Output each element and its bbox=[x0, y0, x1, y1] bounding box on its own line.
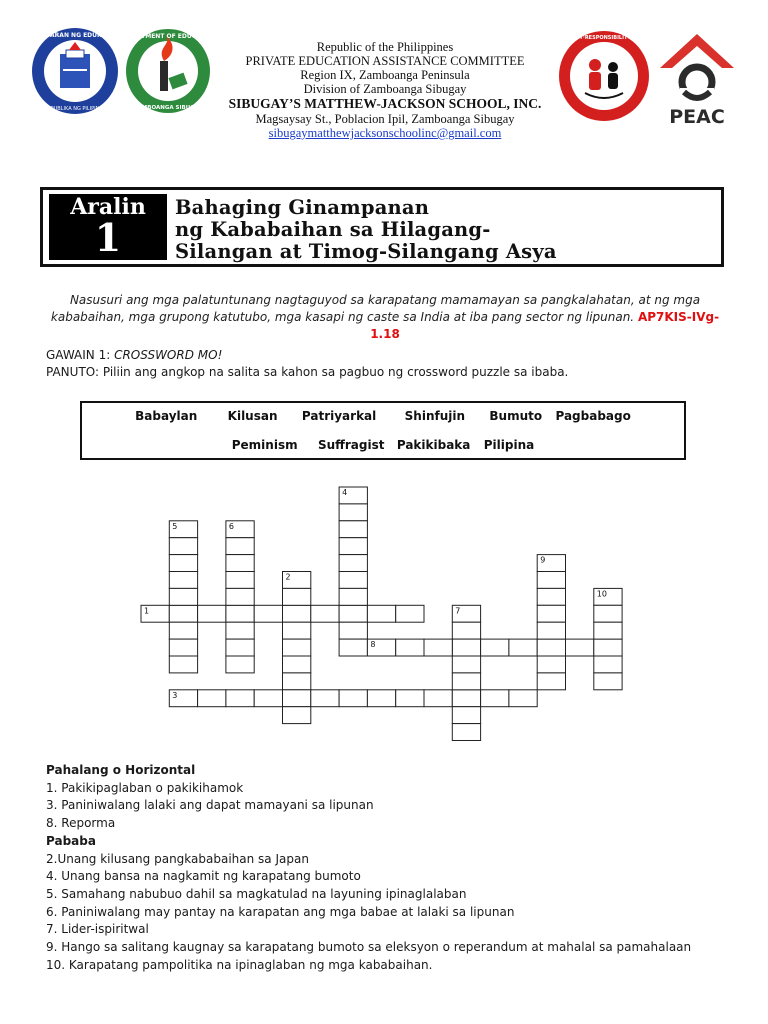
crossword-cell[interactable] bbox=[254, 605, 282, 622]
vertical-clue: 2.Unang kilusang pangkababaihan sa Japan bbox=[46, 851, 309, 866]
clue-number: 8 bbox=[370, 640, 376, 650]
crossword-cell[interactable] bbox=[509, 639, 537, 656]
crossword-cell[interactable] bbox=[594, 656, 622, 673]
division-seal-text: DEPARTMENT OF EDUCATION bbox=[119, 33, 217, 40]
objective-text: Nasusuri ang mga palatuntunang nagtaguyod sa karapatang mamamayan sa pangkalahatan, at ng mga kababaihan, mga grupong katutubo, mga kasapi ng caste sa India at iba pang sector ng lipunan. bbox=[50, 293, 701, 324]
header-line-region: Region IX, Zamboanga Peninsula bbox=[300, 68, 470, 82]
crossword-cell[interactable] bbox=[226, 555, 254, 572]
crossword-cell[interactable] bbox=[339, 605, 367, 622]
competency-code: AP7KIS-IVg-1.18 bbox=[370, 310, 720, 341]
clue-number: 2 bbox=[285, 572, 291, 582]
crossword-cell[interactable] bbox=[396, 605, 424, 622]
vertical-clue: 9. Hango sa salitang kaugnay sa karapatang bumoto sa eleksyon o reperandum at mahalal sa pamahalaan bbox=[46, 940, 692, 955]
crossword-cell[interactable] bbox=[169, 588, 197, 605]
crossword-cell[interactable] bbox=[452, 622, 480, 639]
crossword-cell[interactable] bbox=[169, 656, 197, 673]
clue-number: 7 bbox=[455, 606, 461, 616]
crossword-cell[interactable] bbox=[169, 639, 197, 656]
school-address: Magsaysay St., Poblacion Ipil, Zamboanga Sibugay bbox=[255, 112, 515, 126]
crossword-cell[interactable] bbox=[226, 605, 254, 622]
header-line-division: Division of Zamboanga Sibugay bbox=[303, 82, 467, 96]
vertical-clue: 6. Paniniwalang may pantay na karapatan ang mga babae at lalaki sa lipunan bbox=[46, 904, 515, 919]
deped-seal-bottom-text: REPUBLIKA NG PILIPINAS bbox=[44, 106, 106, 112]
crossword-cell[interactable] bbox=[339, 504, 367, 521]
clue-number: 9 bbox=[540, 555, 546, 565]
clue-number: 4 bbox=[342, 488, 348, 497]
crossword-cell[interactable] bbox=[452, 707, 480, 724]
crossword-cell[interactable] bbox=[283, 707, 311, 724]
deped-seal-text: KAGAWARAN NG EDUKASYON bbox=[25, 32, 125, 39]
crossword-cell[interactable] bbox=[339, 588, 367, 605]
crossword-cell[interactable] bbox=[452, 639, 480, 656]
word-bank-item: Peminism bbox=[231, 438, 298, 452]
crossword-cell[interactable] bbox=[169, 622, 197, 639]
crossword-cell[interactable] bbox=[283, 673, 311, 690]
instructions: PANUTO: Piliin ang angkop na salita sa kahon sa pagbuo ng crossword puzzle sa ibaba. bbox=[46, 365, 569, 379]
lesson-title-line: ng Kababaihan sa Hilagang- bbox=[175, 218, 491, 241]
crossword-cell[interactable] bbox=[537, 572, 565, 589]
crossword-cell[interactable] bbox=[537, 622, 565, 639]
crossword-cell[interactable] bbox=[452, 673, 480, 690]
word-bank-item: Kilusan bbox=[227, 409, 278, 423]
clue-number: 5 bbox=[172, 521, 178, 531]
aralin-label: Aralin bbox=[70, 194, 146, 220]
crossword-cell[interactable] bbox=[452, 656, 480, 673]
crossword-cell[interactable] bbox=[339, 538, 367, 555]
crossword-cell[interactable] bbox=[283, 588, 311, 605]
crossword-cell[interactable] bbox=[537, 673, 565, 690]
crossword-cell[interactable] bbox=[537, 639, 565, 656]
crossword-cell[interactable] bbox=[226, 656, 254, 673]
header-line-peac: PRIVATE EDUCATION ASSISTANCE COMMITTEE bbox=[245, 54, 525, 68]
crossword-cell[interactable] bbox=[396, 690, 424, 707]
crossword-cell[interactable] bbox=[481, 639, 509, 656]
word-bank-item: Bumuto bbox=[489, 409, 543, 423]
crossword-cell[interactable] bbox=[452, 690, 480, 707]
school-email-link[interactable]: sibugaymatthewjacksonschoolinc@gmail.com bbox=[268, 126, 502, 140]
crossword-cell[interactable] bbox=[481, 690, 509, 707]
word-bank-item: Pakikibaka bbox=[396, 438, 471, 452]
crossword-cell[interactable] bbox=[311, 605, 339, 622]
crossword-cell[interactable] bbox=[169, 538, 197, 555]
crossword-cell[interactable] bbox=[537, 656, 565, 673]
crossword-cell[interactable] bbox=[424, 690, 452, 707]
crossword-cell[interactable] bbox=[339, 622, 367, 639]
horizontal-clue: 8. Reporma bbox=[46, 816, 116, 831]
word-bank-item: Suffragist bbox=[317, 438, 385, 452]
crossword-cell[interactable] bbox=[594, 622, 622, 639]
clue-number: 1 bbox=[144, 606, 150, 616]
word-bank-item: Babaylan bbox=[135, 409, 198, 423]
crossword-cell[interactable] bbox=[339, 521, 367, 538]
crossword-cell[interactable] bbox=[594, 605, 622, 622]
word-bank-item: Pagbabago bbox=[555, 409, 631, 423]
clue-number: 3 bbox=[172, 690, 178, 700]
crossword-cell[interactable] bbox=[169, 555, 197, 572]
crossword-cell[interactable] bbox=[283, 605, 311, 622]
clue-number: 6 bbox=[228, 521, 234, 531]
crossword-cell[interactable] bbox=[283, 639, 311, 656]
activity-label: GAWAIN 1: bbox=[46, 348, 115, 362]
peac-label: PEAC bbox=[669, 106, 725, 128]
crossword-cell[interactable] bbox=[367, 605, 395, 622]
crossword-cell[interactable] bbox=[509, 690, 537, 707]
vertical-clue: 5. Samahang nabubuo dahil sa magkatulad na layuning ipinaglalaban bbox=[46, 886, 467, 901]
lesson-number: 1 bbox=[94, 215, 122, 260]
crossword-cell[interactable] bbox=[226, 538, 254, 555]
crossword-cell[interactable] bbox=[537, 588, 565, 605]
crossword-cell[interactable] bbox=[537, 605, 565, 622]
vertical-clue: 4. Unang bansa na nagkamit ng karapatang bumoto bbox=[46, 869, 361, 884]
crossword-cell[interactable] bbox=[339, 639, 367, 656]
vertical-clues-heading: Pababa bbox=[46, 833, 96, 848]
school-seal-text: FAITH·RESPECT·RESPONSIBILITY·EXCELLENCE bbox=[539, 35, 669, 41]
crossword-cell[interactable] bbox=[226, 572, 254, 589]
crossword-cell[interactable] bbox=[311, 690, 339, 707]
clue-number: 10 bbox=[596, 589, 607, 599]
crossword-cell[interactable] bbox=[226, 622, 254, 639]
lesson-title-line: Silangan at Timog-Silangang Asya bbox=[175, 240, 557, 263]
crossword-cell[interactable] bbox=[226, 639, 254, 656]
crossword-cell[interactable] bbox=[283, 690, 311, 707]
vertical-clue: 7. Lider-ispiritwal bbox=[46, 922, 149, 937]
header-line-republic: Republic of the Philippines bbox=[316, 40, 454, 54]
crossword-cell[interactable] bbox=[396, 639, 424, 656]
word-bank-item: Shinfujin bbox=[404, 409, 466, 423]
activity-name: CROSSWORD MO! bbox=[114, 348, 223, 362]
crossword-cell[interactable] bbox=[198, 605, 226, 622]
crossword-cell[interactable] bbox=[226, 690, 254, 707]
crossword-cell[interactable] bbox=[169, 605, 197, 622]
crossword-cell[interactable] bbox=[566, 639, 594, 656]
crossword-cell[interactable] bbox=[339, 555, 367, 572]
crossword-cell[interactable] bbox=[452, 724, 480, 741]
word-bank-item: Patriyarkal bbox=[301, 409, 377, 423]
school-name: SIBUGAY’S MATTHEW-JACKSON SCHOOL, INC. bbox=[228, 96, 542, 111]
crossword-cell[interactable] bbox=[226, 588, 254, 605]
crossword-cell[interactable] bbox=[254, 690, 282, 707]
horizontal-clue: 1. Pakikipaglaban o pakikihamok bbox=[46, 780, 244, 795]
crossword-cell[interactable] bbox=[339, 690, 367, 707]
word-bank-item: Pilipina bbox=[483, 438, 535, 452]
crossword-cell[interactable] bbox=[198, 690, 226, 707]
crossword-cell[interactable] bbox=[283, 656, 311, 673]
horizontal-clue: 3. Paniniwalang lalaki ang dapat mamayani sa lipunan bbox=[46, 798, 374, 813]
division-seal-bottom-text: ZAMBOANGA SIBUGAY bbox=[133, 105, 203, 111]
crossword-cell[interactable] bbox=[594, 639, 622, 656]
crossword-cell[interactable] bbox=[339, 572, 367, 589]
lesson-title-line: Bahaging Ginampanan bbox=[175, 196, 430, 219]
crossword-cell[interactable] bbox=[283, 622, 311, 639]
crossword-cell[interactable] bbox=[169, 572, 197, 589]
crossword-clues bbox=[46, 762, 746, 974]
crossword-cell[interactable] bbox=[424, 639, 452, 656]
horizontal-clues-heading: Pahalang o Horizontal bbox=[46, 763, 196, 777]
crossword-cell[interactable] bbox=[367, 690, 395, 707]
vertical-clue: 10. Karapatang pampolitika na ipinaglaban ng mga kababaihan. bbox=[46, 957, 433, 972]
crossword-cell[interactable] bbox=[594, 673, 622, 690]
